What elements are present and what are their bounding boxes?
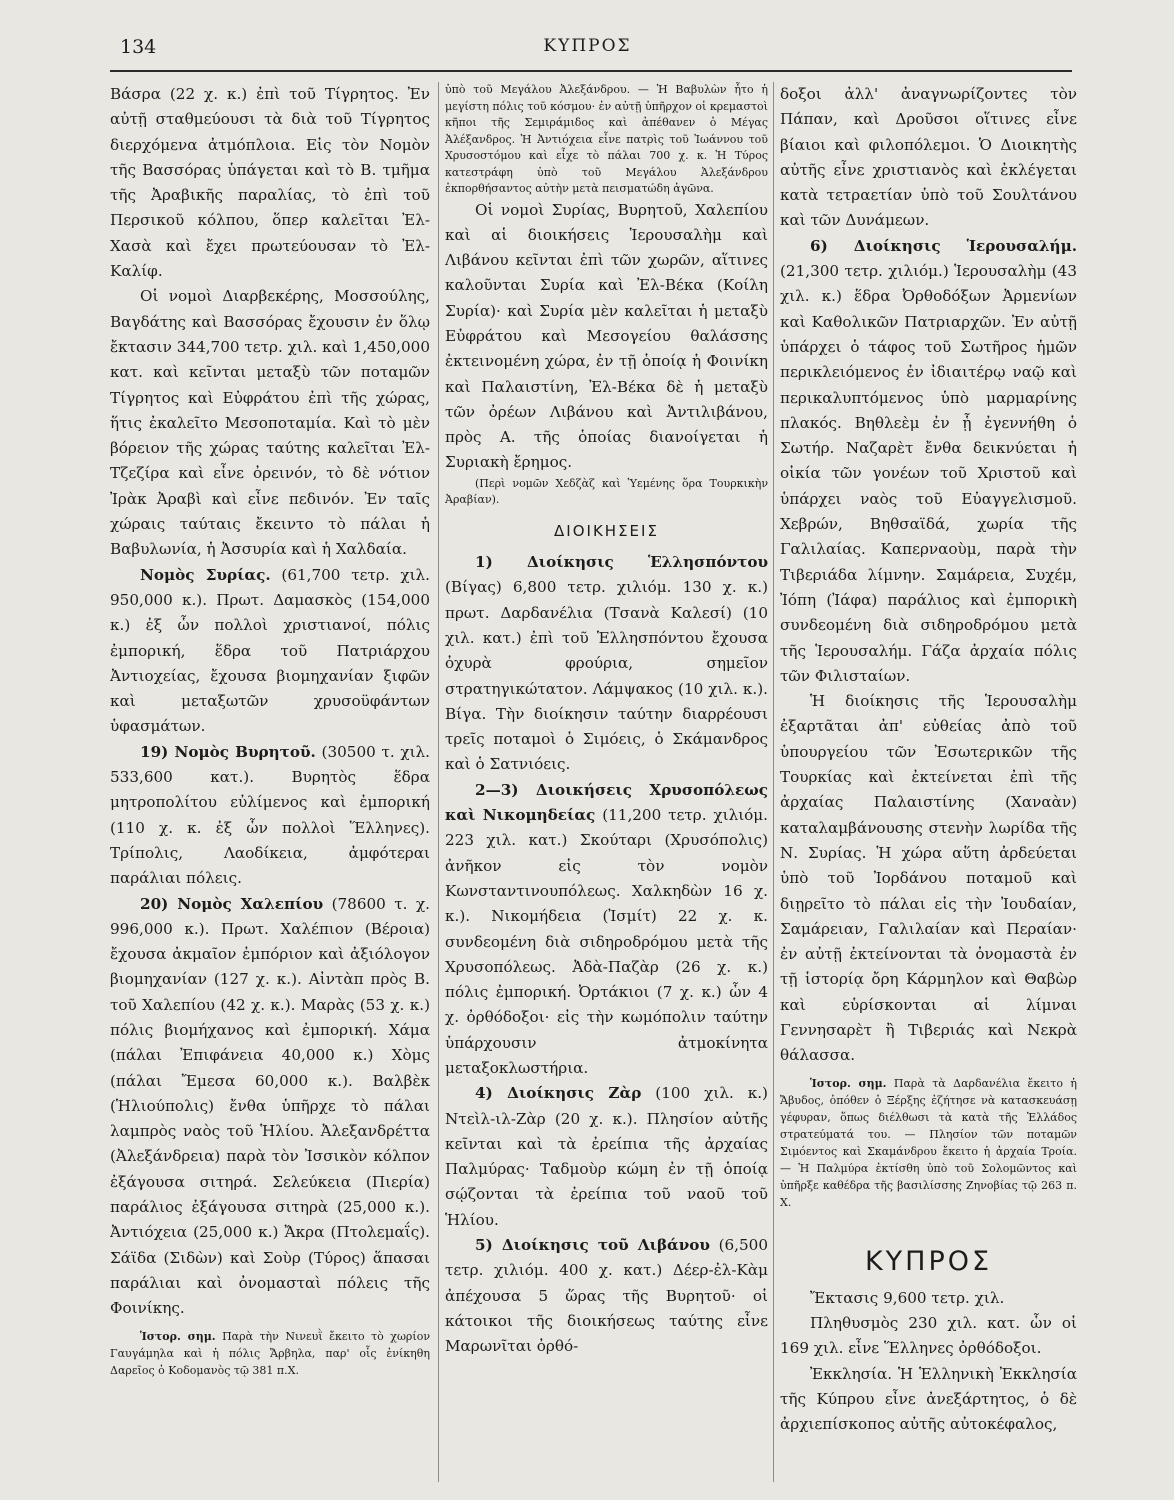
page-header	[110, 28, 1065, 68]
paragraph: ὑπὸ τοῦ Μεγάλου Ἀλεξάνδρου. — Ἡ Βαβυλὼν ἦτο ἡ μεγίστη πόλις τοῦ κόσμου· ἐν αὐτῇ ὑπῆρχον οἱ κρεμαστοὶ κῆποι τῆς Σεμιράμιδος καὶ ἀπέθανεν ὁ Μέγας Ἀλέξανδρος. Ἡ Ἀντιόχεια εἶνε πατρὶς τοῦ Ἰωάννου τοῦ Χρυσοστόμου καὶ εἶχε τὸ πάλαι 700 χ. κ. Ἡ Τύρος κατεστράφη ὑπὸ τοῦ Μεγάλου Ἀλεξάνδρου ἐκπορθήσαντος αὐτὴν μετὰ πεισματώδη ἀγῶνα.	[445, 83, 768, 195]
paragraph	[445, 1081, 768, 1233]
paragraph: Οἱ νομοὶ Διαρβεκέρης, Μοσσούλης, Βαγδάτης καὶ Βασσόρας ἔχουσιν ἐν ὅλῳ ἔκτασιν 344,700 τετρ. χιλ. καὶ 1,450,000 κατ. καὶ κεῖνται μεταξὺ τῶν ποταμῶν Τίγρητος καὶ Εὐφράτου ἐπὶ τῆς χώρας, ἥτις ἐκαλεῖτο Μεσοποταμία. Καὶ τὸ μὲν βόρειον τῆς χώρας ταύτης καλεῖται Ἐλ-Τζεζίρα καὶ εἶνε ὀρεινόν, τὸ δὲ νότιον Ἰρὰκ Ἀραβὶ καὶ εἶνε πεδινόν. Ἐν ταῖς χώραις ταύταις ἔκειντο τὸ πάλαι ἡ Βαβυλωνία, ἡ Ἀσσυρία καὶ ἡ Χαλδαία.	[110, 287, 430, 559]
entry-text: (61,700 τετρ. χιλ. 950,000 κ.). Πρωτ. Δαμασκὸς (154,000 κ.) ἐξ ὧν πολλοὶ χριστιανοί, πόλις ἐμπορική, ἕδρα τοῦ Πατριάρχου Ἀντιοχείας, ἔχουσα βιομηχανίαν ξιφῶν καὶ μεταξωτῶν χρυσοϋφάντων ὑφασμάτων.	[110, 565, 430, 736]
historical-note	[780, 1075, 1077, 1211]
note-label: Ἱστορ. σημ.	[140, 1329, 216, 1343]
entry-text: (100 χιλ. κ.) Ντεὶλ-ιλ-Ζὰρ (20 χ. κ.). Πλησίον αὐτῆς κεῖνται καὶ τὰ ἐρείπια τῆς ἀρχαίας Παλμύρας· Ταδμοὺρ κώμη ἐν τῇ ὁποίᾳ σῴζονται τὰ ἐρείπια τοῦ ναοῦ τοῦ Ἡλίου.	[445, 1084, 768, 1229]
entry-heading: 1) Διοίκησις Ἑλλησπόντου	[475, 553, 768, 572]
section-heading: ΔΙΟΙΚΗΣΕΙΣ	[554, 521, 659, 540]
running-title: ΚΥΠΡΟΣ	[543, 36, 632, 56]
paragraph: Ἔκτασις 9,600 τετρ. χιλ.	[810, 1288, 1005, 1307]
entry-text: (30500 τ. χιλ. 533,600 κατ.). Βυρητὸς ἕδρα μητροπολίτου εὐλίμενος καὶ ἐμπορική (110 χ. κ. ἐξ ὧν πολλοὶ Ἕλληνες). Τρίπολις, Λαοδίκεια, ἀμφότεραι παράλιαι πόλεις.	[110, 742, 430, 888]
column-right	[780, 82, 1077, 1477]
paragraph: Ἐκκλησία. Ἡ Ἑλληνικὴ Ἐκκλησία τῆς Κύπρου εἶνε ἀνεξάρτητος, ὁ δὲ ἀρχιεπίσκοπος αὐτῆς αὐτοκέφαλος,	[780, 1364, 1077, 1434]
column-divider	[773, 82, 774, 1482]
entry-text: (11,200 τετρ. χιλιόμ. 223 χιλ. κατ.) Σκούταρι (Χρυσόπολις) ἀνῆκον εἰς τὸν νομὸν Κωνσταντινουπόλεως. Χαλκηδὼν 16 χ. κ.). Νικομήδεια (Ἰσμίτ) 22 χ. κ. συνδεομένη διὰ σιδηροδρόμου μετὰ τῆς Χρυσοπόλεως. Ἀδὰ-Παζὰρ (26 χ. κ.) πόλις ἐμπορική. Ὀρτάκιοι (7 χ. κ.) ὧν 4 χ. ὀρθόδοξοι· εἰς τὴν κωμόπολιν ταύτην ὑπάρχουσιν ἀτμοκίνητα μεταξοκλωστήρια.	[445, 806, 768, 1077]
paragraph	[445, 1233, 768, 1359]
entry-text: (78600 τ. χ. 996,000 κ.). Πρωτ. Χαλέπιον (Βέροια) ἔχουσα ἀκμαῖον ἐμπόριον καὶ ἀξιόλογον βιομηχανίαν (127 χ. κ.). Αἰντὰπ πρὸς Β. τοῦ Χαλεπίου (42 χ. κ.). Μαρὰς (53 χ. κ.) πόλις βιομήχανος καὶ ἐμπορική. Χάμα (πάλαι Ἐπιφάνεια 40,000 κ.) Χὸμς (πάλαι Ἔμεσα 60,000 κ.). Βαλβὲκ (Ἡλιούπολις) ἔνθα ὑπῆρχε τὸ πάλαι λαμπρὸς ναὸς τοῦ Ἡλίου. Ἀλεξανδρέττα (Ἀλεξάνδρεια) παρὰ τὸν Ἰσσικὸν κόλπον ἐξάγουσα σιτηρά. Σελεύκεια (Πιερία) παράλιος ἐξάγουσα σιτηρὰ (25,000 κ.). Ἀντιόχεια (25,000 κ.) Ἄκρα (Πτολεμαΐς). Σάϊδα (Σιδὼν) καὶ Σοὺρ (Τύρος) ἅπασαι παράλιαι καὶ ὀνομασταὶ πόλεις τῆς Φοινίκης.	[110, 894, 430, 1318]
entry-heading: 5) Διοίκησις τοῦ Λιβάνου	[475, 1236, 710, 1255]
paragraph: Βάσρα (22 χ. κ.) ἐπὶ τοῦ Τίγρητος. Ἐν αὐτῇ σταθμεύουσι τὰ διὰ τοῦ Τίγρητος διερχόμενα ἀτμόπλοια. Εἰς τὸν Νομὸν τῆς Βασσόρας ὑπάγεται καὶ τὸ Β. τμῆμα τῆς Ἀραβικῆς παραλίας, τὸ ἐπὶ τοῦ Περσικοῦ κόλπου, ὅπερ καλεῖται Ἐλ-Χασὰ καὶ ἔχει πρωτεύουσαν τὸ Ἐλ-Καλίφ.	[110, 85, 430, 281]
column-left	[110, 82, 430, 1477]
header-rule	[110, 70, 1072, 72]
entry-text: (Βίγας) 6,800 τετρ. χιλιόμ. 130 χ. κ.) πρωτ. Δαρδανέλια (Τσανὰ Καλεσί) (10 χιλ. κατ.) ἐπὶ τοῦ Ἑλλησπόντου ἔχουσα ὀχυρὰ φρούρια, σημεῖον στρατηγικώτατον. Λάμψακος (10 χιλ. κ.). Βίγα. Τὴν διοίκησιν ταύτην διαρρέουσι τρεῖς ποταμοὶ ὁ Σιμόεις, ὁ Σκάμανδρος καὶ ὁ Σατνιόεις.	[445, 578, 768, 774]
paragraph: Οἱ νομοὶ Συρίας, Βυρητοῦ, Χαλεπίου καὶ αἱ διοικήσεις Ἱερουσαλὴμ καὶ Λιβάνου κεῖνται ἐπὶ τῶν χωρῶν, αἵτινες καλοῦνται Συρία καὶ Ἐλ-Βέκα (Κοίλη Συρία)· καὶ Συρία μὲν καλεῖται ἡ μεταξὺ Εὐφράτου καὶ Μεσογείου θαλάσσης ἐκτεινομένη χώρα, ἐν τῇ ὁποίᾳ ἡ Φοινίκη καὶ Παλαιστίνη, Ἐλ-Βέκα δὲ ἡ μεταξὺ τῶν ὀρέων Λιβάνου καὶ Ἀντιλιβάνου, πρὸς Α. τῆς ὁποίας διανοίγεται ἡ Συριακὴ ἔρημος.	[445, 200, 768, 472]
paragraph: (Περὶ νομῶν Χεδζὰζ καὶ Ὑεμένης ὅρα Τουρκικὴν Ἀραβίαν).	[445, 476, 768, 507]
note-label: Ἱστορ. σημ.	[810, 1076, 887, 1090]
entry-heading: 20) Νομὸς Χαλεπίου	[140, 894, 324, 913]
column-middle	[445, 82, 768, 1477]
entry-heading: Νομὸς Συρίας.	[140, 565, 271, 584]
note-text: Παρὰ τὴν Νινευῒ ἔκειτο τὸ χωρίον Γαυγάμηλα καὶ ἡ πόλις Ἄρβηλα, παρ' οἷς ἐνίκηθη Δαρεῖος ὁ Κοδομανὸς τῷ 381 π.Χ.	[110, 1329, 430, 1377]
column-divider	[438, 82, 439, 1482]
note-text: Παρὰ τὰ Δαρδανέλια ἔκειτο ἡ Ἄβυδος, ὁπόθεν ὁ Ξέρξης ἐζήτησε νὰ κατασκευάσῃ γέφυραν, ὅπως διέλθωσι τὰ κατὰ τῆς Ἑλλάδος στρατεύματά του. — Πλησίον τῶν ποταμῶν Σιμόεντος καὶ Σκαμάνδρου ἔκειτο ἡ ἀρχαία Τροία. — Ἡ Παλμύρα ἐκτίσθη ὑπὸ τοῦ Σολομῶντος καὶ ὑπῆρξε καθέδρα τῆς βασιλίσσης Ζηνοβίας τῷ 263 π. Χ.	[780, 1076, 1077, 1209]
entry-heading: 2—3) Διοικήσεις Χρυσοπόλεως καὶ Νικομηδείας	[445, 780, 768, 825]
chapter-title: ΚΥΠΡΟΣ	[864, 1245, 993, 1277]
paragraph	[445, 550, 768, 778]
entry-heading: 4) Διοίκησις Ζὰρ	[475, 1084, 642, 1103]
entry-text: (21,300 τετρ. χιλιόμ.) Ἱερουσαλὴμ (43 χιλ. κ.) ἕδρα Ὀρθοδόξων Ἀρμενίων καὶ Καθολικῶν Πατριαρχῶν. Ἐν αὐτῇ ὑπάρχει ὁ τάφος τοῦ Σωτῆρος ἡμῶν περικλειόμενος ἐν ἰδιαιτέρῳ ναῷ καὶ περικαλυπτόμενος ὑπὸ μαρμαρίνης πλακός. Βηθλεὲμ ἐν ᾗ ἐγεννήθη ὁ Σωτήρ. Ναζαρὲτ ἔνθα δεικνύεται ἡ οἰκία τῶν γονέων τοῦ Χριστοῦ καὶ ὑπάρχει ναὸς τοῦ Εὐαγγελισμοῦ. Χεβρών, Βηθσαϊδά, χωρία τῆς Γαλιλαίας. Καπερναοὺμ, παρὰ τὴν Τιβεριάδα λίμνην. Σαμάρεια, Συχέμ, Ἰόπη (Ἰάφα) παράλιος καὶ ἐμπορικὴ συνδεομένη διὰ σιδηροδρόμου μετὰ τῆς Ἱερουσαλήμ. Γάζα ἀρχαία πόλις τῶν Φιλισταίων.	[780, 262, 1077, 685]
paragraph	[110, 892, 430, 1322]
paragraph: Ἡ διοίκησις τῆς Ἱερουσαλὴμ ἐξαρτᾶται ἀπ' εὐθείας ἀπὸ τοῦ ὑπουργείου τῶν Ἐσωτερικῶν τῆς Τουρκίας καὶ ἐκτείνεται ἐπὶ τῆς ἀρχαίας Παλαιστίνης (Χαναὰν) καταλαμβάνουσης στενὴν λωρίδα τῆς Ν. Συρίας. Ἡ χώρα αὕτη ἀρδεύεται ὑπὸ τοῦ Ἰορδάνου ποταμοῦ καὶ διῃρεῖτο τὸ πάλαι εἰς τὴν Ἰουδαίαν, Σαμάρειαν, Γαλιλαίαν καὶ Περαίαν· ἐν αὐτῇ ἐκτείνονται τὰ ὀνομαστὰ ἐν τῇ ἱστορίᾳ ὄρη Κάρμηλον καὶ Θαβὼρ καὶ εὑρίσκονται αἱ λίμναι Γεννησαρὲτ ἢ Τιβεριάς καὶ Νεκρὰ θάλασσα.	[780, 692, 1077, 1065]
paragraph	[110, 740, 430, 892]
entry-text: (6,500 τετρ. χιλιόμ. 400 χ. κατ.) Δέερ-ἐλ-Κὰμ ἀπέχουσα 5 ὥρας τῆς Βυρητοῦ· οἱ κάτοικοι τῆς διοικήσεως ταύτης εἶνε Μαρωνῖται ὀρθό-	[445, 1236, 768, 1356]
paragraph	[110, 563, 430, 740]
paragraph	[780, 234, 1077, 689]
paragraph	[445, 778, 768, 1082]
paragraph: Πληθυσμὸς 230 χιλ. κατ. ὧν οἱ 169 χιλ. εἶνε Ἕλληνες ὀρθόδοξοι.	[780, 1314, 1077, 1358]
page-number: 134	[120, 36, 157, 58]
paragraph: δοξοι ἀλλ' ἀναγνωρίζοντες τὸν Πάπαν, καὶ Δροῦσοι οἵτινες εἶνε βίαιοι καὶ φιλοπόλεμοι. Ὁ Διοικητὴς αὐτῆς εἶνε χριστιανὸς καὶ ἐκλέγεται κατὰ τετραετίαν ὑπὸ τοῦ Σουλτάνου καὶ τῶν Δυνάμεων.	[780, 85, 1077, 230]
historical-note	[110, 1328, 430, 1379]
entry-heading: 6) Διοίκησις Ἱερουσαλήμ.	[810, 236, 1077, 255]
entry-heading: 19) Νομὸς Βυρητοῦ.	[140, 742, 316, 761]
